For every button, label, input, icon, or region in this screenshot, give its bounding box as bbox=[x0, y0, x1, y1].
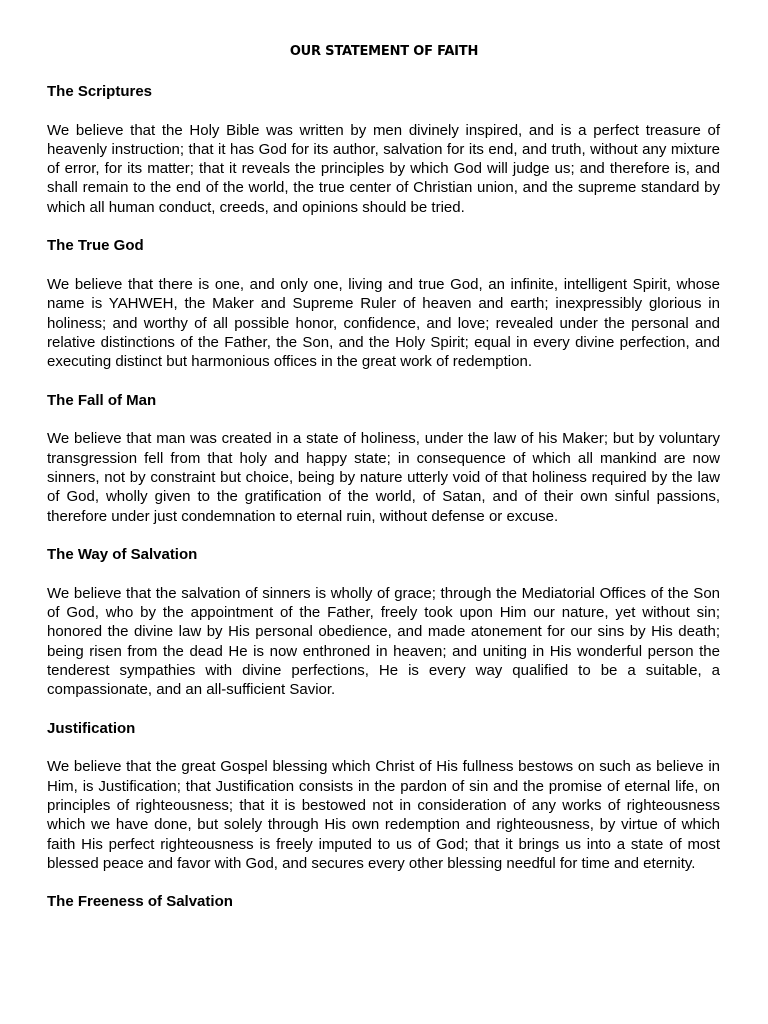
section-heading: The Scriptures bbox=[47, 83, 153, 100]
section-body: We believe that the salvation of sinners is wholly of grace; through the Mediatorial Offices of the Son of God, who by the appointment of the Father, freely took upon Him our nature, yet without sin; honored the divine law by His personal obedience, and made atonement for our sins by His death; being risen from the dead He is now enthroned in heaven; and uniting in His wonderful person the tenderest sympathies with divine perfections, He is every way qualified to be a suitable, a compassionate, and an all-sufficient Savior. bbox=[47, 584, 720, 699]
section-body: We believe that there is one, and only one, living and true God, an infinite, intelligent Spirit, whose name is YAHWEH, the Maker and Supreme Ruler of heaven and earth; inexpressibly glorious in holiness; and worthy of all possible honor, confidence, and love; revealed under the personal and relative distinctions of the Father, the Son, and the Holy Spirit; equal in every divine perfection, and executing distinct but harmonious offices in the great work of redemption. bbox=[47, 275, 720, 371]
section-body: We believe that man was created in a state of holiness, under the law of his Maker; but by voluntary transgression fell from that holy and happy state; in consequence of which all mankind are now sinners, not by constraint but choice, being by nature utterly void of that holiness required by the law of God, wholly given to the gratification of the world, of Satan, and of their own sinful passions, therefore under just condemnation to eternal ruin, without defense or excuse. bbox=[47, 430, 720, 525]
section-true-god bbox=[47, 236, 720, 371]
section-heading: The Fall of Man bbox=[47, 391, 157, 409]
document-content bbox=[47, 82, 720, 931]
section-freeness-of-salvation bbox=[47, 892, 720, 911]
section-heading: The Way of Salvation bbox=[47, 546, 198, 564]
section-body: We believe that the Holy Bible was written by men divinely inspired, and is a perfect treasure of heavenly instruction; that it has God for its author, salvation for its end, and truth, without any mixture of error, for its matter; that it reveals the principles by which God will judge us; and therefore is, and shall remain to the end of the world, the true center of Christian union, and the supreme standard by which all human conduct, creeds, and opinions should be tried. bbox=[47, 121, 720, 216]
document-title: OUR STATEMENT OF FAITH bbox=[289, 44, 479, 59]
section-body: We believe that the great Gospel blessing which Christ of His fullness bestows on such as believe in Him, is Justification; that Justification consists in the pardon of sin and the promise of eternal life, on principles of righteousness; that it is bestowed not in consideration of any works of righteousness which we have done, but solely through His own redemption and righteousness, by virtue of which faith His perfect righteousness is freely imputed to us of God; that it brings us into a state of most blessed peace and favor with God, and secures every other blessing needful for time and eternity. bbox=[47, 758, 720, 872]
section-justification bbox=[47, 719, 720, 873]
section-way-of-salvation bbox=[47, 545, 720, 699]
section-fall-of-man bbox=[47, 391, 720, 526]
section-heading: Justification bbox=[47, 719, 136, 737]
section-heading: The Freeness of Salvation bbox=[47, 893, 233, 911]
section-scriptures bbox=[47, 82, 720, 217]
section-heading: The True God bbox=[47, 237, 144, 255]
